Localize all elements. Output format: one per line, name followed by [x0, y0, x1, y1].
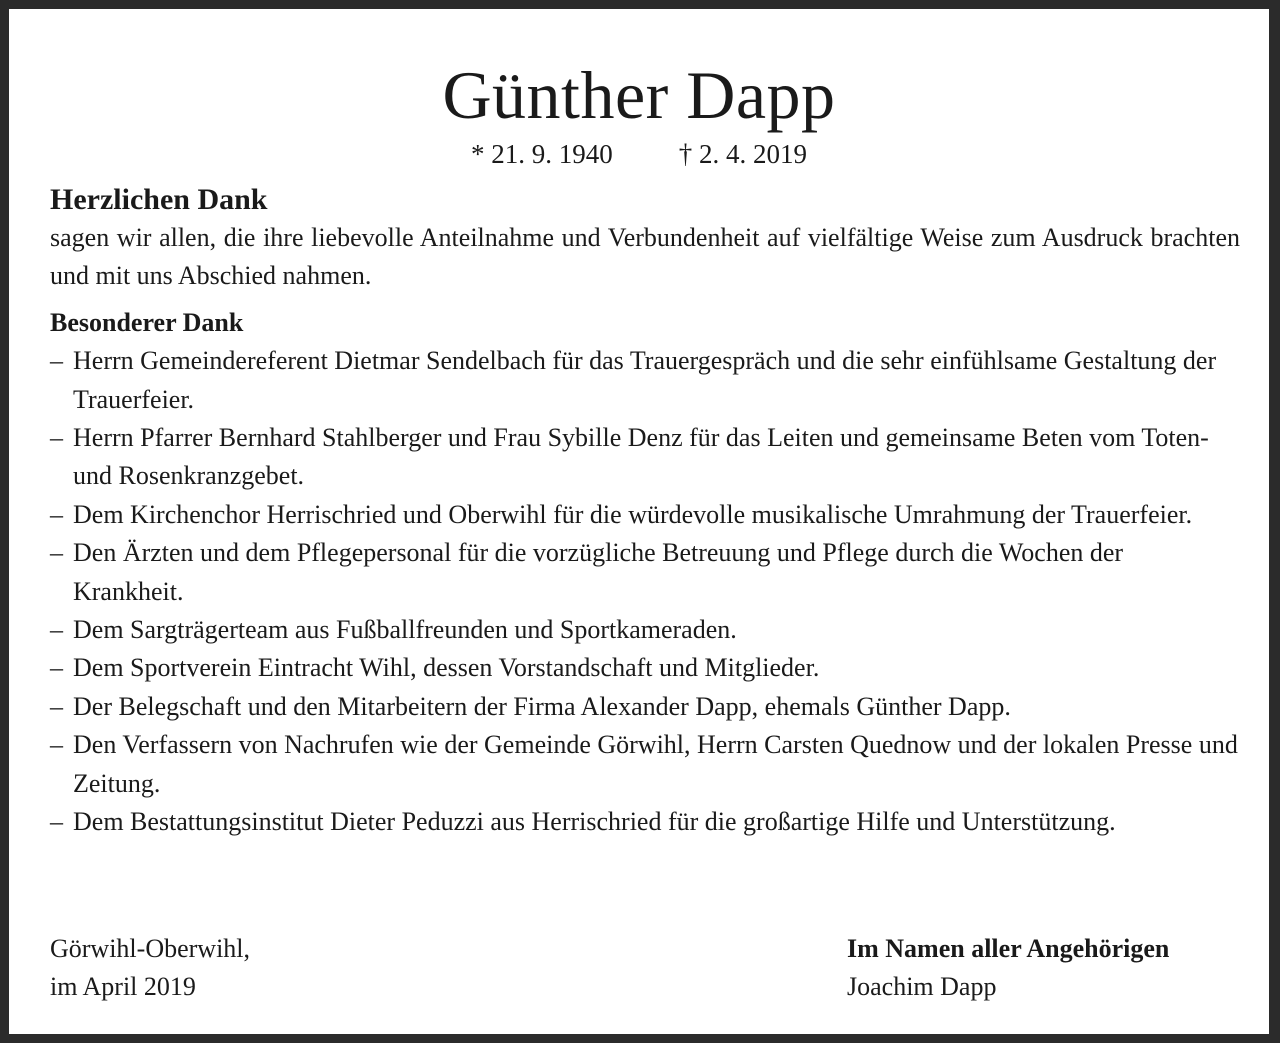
- dash-bullet: –: [50, 346, 63, 376]
- deceased-name: Günther Dapp: [442, 57, 836, 133]
- list-item-text: Der Belegschaft und den Mitarbeitern der Firma Alexander Dapp, ehemals Günther Dapp.: [73, 691, 1011, 721]
- birth-date: * 21. 9. 1940: [471, 139, 613, 169]
- place-and-date: [50, 930, 550, 1007]
- dash-bullet: –: [50, 423, 63, 453]
- list-item: [50, 419, 1240, 496]
- dash-bullet: –: [50, 615, 63, 645]
- thanks-heading: Herzlichen Dank: [50, 183, 268, 216]
- thanks-intro: sagen wir allen, die ihre liebevolle Anteilnahme und Verbundenheit auf vielfältige Weise zum Ausdruck brachten und mit uns Abschied nahmen.: [50, 223, 1240, 291]
- dash-bullet: –: [50, 807, 63, 837]
- date: im April 2019: [50, 972, 196, 1002]
- list-item-text: Den Ärzten und dem Pflegepersonal für die vorzügliche Betreuung und Pflege durch die Wochen der Krankheit.: [73, 538, 1124, 606]
- list-item: [50, 342, 1240, 419]
- special-thanks-list: [50, 342, 1240, 841]
- life-dates: [9, 137, 1269, 171]
- place: Görwihl-Oberwihl,: [50, 934, 251, 963]
- signature-heading: Im Namen aller Angehörigen: [847, 934, 1170, 963]
- list-item: [50, 611, 1240, 649]
- thanks-section: [50, 181, 1240, 842]
- dash-bullet: –: [50, 538, 63, 568]
- list-item-text: Dem Bestattungsinstitut Dieter Peduzzi aus Herrischried für die großartige Hilfe und Unterstützung.: [73, 807, 1116, 837]
- signature: [847, 930, 1247, 1007]
- list-item: [50, 726, 1240, 803]
- list-item-text: Den Verfassern von Nachrufen wie der Gemeinde Görwihl, Herrn Carsten Quednow und der lokalen Presse und Zeitung.: [73, 730, 1238, 798]
- dash-bullet: –: [50, 653, 63, 683]
- list-item-text: Dem Sportverein Eintracht Wihl, dessen Vorstandschaft und Mitglieder.: [73, 653, 820, 683]
- list-item: [50, 496, 1240, 534]
- list-item: [50, 688, 1240, 726]
- dash-bullet: –: [50, 499, 63, 529]
- special-thanks-heading: Besonderer Dank: [50, 307, 244, 337]
- death-date: † 2. 4. 2019: [678, 139, 807, 169]
- list-item-text: Dem Sargträgerteam aus Fußballfreunden und Sportkameraden.: [73, 615, 737, 645]
- list-item-text: Herrn Pfarrer Bernhard Stahlberger und Frau Sybille Denz für das Leiten und gemeinsame Beten vom Toten- und Rosenkranzgebet.: [73, 423, 1209, 491]
- list-item: [50, 649, 1240, 687]
- list-item-text: Herrn Gemeindereferent Dietmar Sendelbach für das Trauergespräch und die sehr einfühlsame Gestaltung der Trauerfeier.: [73, 346, 1217, 414]
- signature-name: Joachim Dapp: [847, 972, 997, 1002]
- dash-bullet: –: [50, 730, 63, 760]
- list-item: [50, 534, 1240, 611]
- list-item: [50, 803, 1240, 841]
- dash-bullet: –: [50, 691, 63, 721]
- list-item-text: Dem Kirchenchor Herrischried und Oberwihl für die würdevolle musikalische Umrahmung der Trauerfeier.: [73, 499, 1193, 529]
